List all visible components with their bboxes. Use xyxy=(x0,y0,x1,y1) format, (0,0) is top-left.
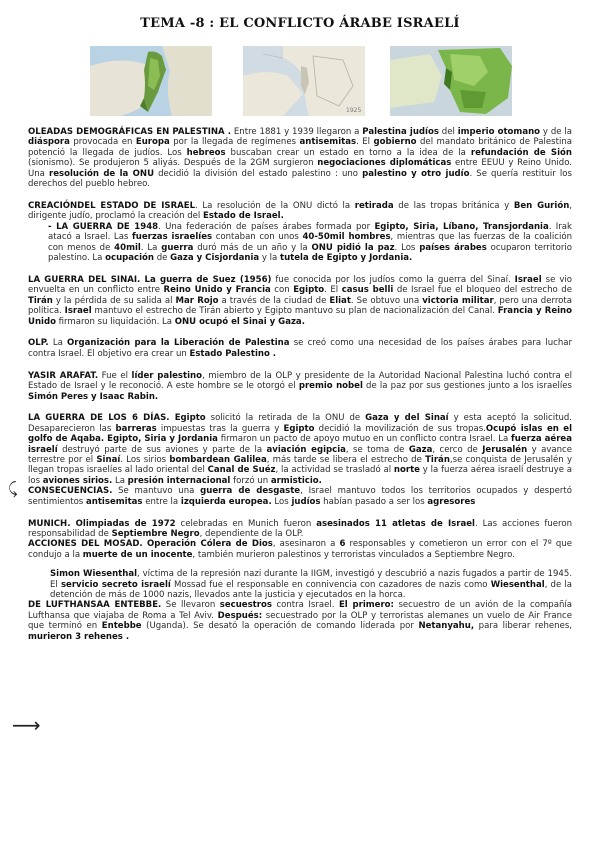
bold-run: Wiesenthal xyxy=(490,579,545,590)
text-run: de xyxy=(154,252,171,263)
bold-run: Después: xyxy=(217,610,263,621)
section-consecuencias xyxy=(28,486,572,507)
bold-run: servicio secreto israelí xyxy=(60,579,171,590)
map-year-label: 1925 xyxy=(346,107,362,114)
bold-run: Sinaí xyxy=(96,455,121,466)
bold-run: OLP. xyxy=(28,338,49,349)
text-run: Entre 1881 y 1939 llegaron a xyxy=(231,127,363,137)
text-run: se creó como una necesidad de los países árabes para luchar contra Israel. El objetivo era crear un xyxy=(28,338,572,359)
bold-run: Egipto xyxy=(283,423,315,434)
text-run: , víctima de la represión nazi durante la IIGM, investigó y descubrió a nazis fugados a partir de 1945. El xyxy=(50,569,572,590)
bold-run: DE LUFTHANSAA ENTEBBE. xyxy=(28,600,162,611)
bold-run: Jerusalén xyxy=(482,444,528,455)
section-arafat xyxy=(28,371,572,402)
text-run: de las tropas británica y xyxy=(393,200,514,211)
bold-run: ocupación xyxy=(105,252,154,263)
text-run: Los xyxy=(271,496,292,507)
bold-run: premio nobel xyxy=(298,381,363,392)
bold-run: presión internacional xyxy=(127,475,231,486)
bold-run: secuestros xyxy=(219,600,272,611)
bold-run: aviación egipcia xyxy=(266,444,346,455)
bold-run: asesinados 11 atletas de Israel xyxy=(316,518,475,529)
bold-run: ONU ocupó el Sinai y Gaza. xyxy=(174,316,305,327)
text-run: secuestro de un avión de la compañía Lufthansa que viajaba de Roma a Tel Aviv. xyxy=(28,600,572,621)
text-run: buscaban crear un estado en torno a la idea de la xyxy=(225,147,471,158)
section-olp xyxy=(28,338,572,359)
text-run: Se mantuvo una xyxy=(112,486,201,497)
map-palestine-2 xyxy=(243,46,365,116)
text-run: . Se obtuvo una xyxy=(350,295,423,306)
bold-run: guerra de desgaste xyxy=(200,486,301,497)
bold-run: palestino y otro judío xyxy=(362,168,470,179)
text-run: , asesinaron a xyxy=(272,539,340,550)
text-run: y esta aceptó la solicitud. Desaparecieron las xyxy=(28,413,573,434)
bold-run: Ocupó islas en el golfo de Aqaba. Egipto, Siria y Jordania xyxy=(28,423,572,445)
text-run: habían pasado a ser los xyxy=(320,496,428,507)
bold-run: hebreos xyxy=(186,147,226,158)
bold-run: YASIR ARAFAT. xyxy=(28,370,99,381)
curved-arrow-annotation: ⤹ xyxy=(8,479,18,498)
text-run: , pero una derrota política. xyxy=(28,295,572,317)
bold-run: negociaciones diplomáticas xyxy=(317,158,452,169)
text-run: y la fuerza aérea israelí destruye a los xyxy=(28,465,572,486)
bold-run: armisticio. xyxy=(270,475,322,486)
text-run: . Una federación de países árabes formada por xyxy=(158,221,375,232)
text-run: , dirigente judío, proclamó la creación del xyxy=(28,200,572,222)
bold-run: Septiembre Negro xyxy=(111,529,200,539)
text-run: . La resolución de la ONU dictó la xyxy=(195,200,355,211)
text-run: responsables y cometieron un error con el 7º que condujo a la xyxy=(28,539,573,560)
text-run: contaban con unos xyxy=(212,232,303,243)
text-run: se vio envuelta en un conflicto entre xyxy=(28,274,572,296)
map-palestine-1 xyxy=(90,46,212,116)
text-run: con xyxy=(270,285,294,296)
text-run: y avance terrestre por el xyxy=(28,444,572,466)
bold-run: Tirán xyxy=(425,455,450,466)
bold-run: MUNICH. Olimpiadas de 1972 xyxy=(28,518,176,529)
bold-run: diáspora xyxy=(28,137,70,148)
bold-run: fuerzas israelíes xyxy=(132,232,213,243)
section-oleadas xyxy=(28,127,572,189)
text-run: mantuvo el estrecho de Tirán abierto y Egipto mantuvo su plan de nacionalización del Canal. xyxy=(91,306,498,317)
bold-run: países árabes xyxy=(419,242,487,253)
bold-run: Mar Rojo xyxy=(175,295,219,306)
section-mosad xyxy=(28,539,572,560)
bold-run: tutela de Egipto y Jordania. xyxy=(279,252,413,263)
text-run: ocuparon territorio palestino. La xyxy=(48,242,573,263)
bold-run: 6 xyxy=(339,539,346,550)
text-run: ,se conquista de Jerusalén y llegan tropas israelíes al lado oriental del xyxy=(28,455,573,476)
text-run: firmaron un pacto de apoyo mutuo en un conflicto contra Israel. La xyxy=(217,434,512,445)
bold-run: judíos xyxy=(291,496,321,507)
text-run: y la pérdida de su salida al xyxy=(52,295,176,306)
text-run: de Israel fue el bloqueo del estrecho de xyxy=(393,285,572,296)
bold-run: Gaza xyxy=(408,444,433,455)
bold-run: Canal de Suéz xyxy=(207,465,276,476)
arrow-annotation: ⟶ xyxy=(12,713,41,737)
text-run: , la actividad se trasladó al xyxy=(275,465,394,476)
section-creacion xyxy=(28,201,572,222)
bold-run: 40mil xyxy=(114,242,141,253)
text-run: destruyó parte de sus aviones y parte de la xyxy=(57,444,267,455)
bold-run: - LA GUERRA DE 1948 xyxy=(48,221,159,232)
bold-run: norte xyxy=(393,465,420,476)
bold-run: Entebbe xyxy=(101,621,142,632)
bold-run: Gaza y Cisjordania xyxy=(170,252,260,263)
bold-run: Israel xyxy=(514,274,542,285)
text-run: , también murieron palestinos y terroristas vinculados a Septiembre Negro. xyxy=(192,549,515,560)
text-run: (sionismo). Se produjeron 5 aliyás. Después de la 2GM surgieron xyxy=(28,158,318,169)
bold-run: ONU pidió la paz xyxy=(311,242,395,253)
text-run: y la xyxy=(259,252,280,263)
bold-run: fuerza aérea israelí xyxy=(28,434,572,455)
text-run: . Irak atacó a Israel. Las xyxy=(48,221,572,243)
text-run: contra Israel. xyxy=(271,600,339,611)
text-run: del xyxy=(438,127,458,137)
document-body xyxy=(28,127,572,642)
section-lufthansa xyxy=(28,600,572,642)
text-run: . Las acciones fueron responsabilidad de xyxy=(28,518,573,539)
text-run: secuestrado por la OLP y terroristas alemanes un vuelo de Air France que terminó en xyxy=(28,610,572,632)
bold-run: Simon Wiesenthal xyxy=(50,569,138,580)
text-run: fue conocida por los judíos como la guerra del Sinaí. xyxy=(271,274,515,285)
bold-run: El primero: xyxy=(338,600,394,611)
bold-run: líder palestino xyxy=(131,370,202,381)
text-run: . El xyxy=(324,285,342,296)
text-run: decidió la movilización de sus tropas. xyxy=(314,423,486,434)
bold-run: bombardean Galilea xyxy=(169,455,267,466)
bold-run: muerte de un inocente xyxy=(82,549,193,560)
text-run: decidió la división del estado palestino : uno xyxy=(154,168,363,179)
bold-run: guerra xyxy=(161,242,194,253)
section-wiesenthal xyxy=(28,569,572,600)
bold-run: Palestina judíos xyxy=(362,127,439,137)
bold-run: agresores xyxy=(427,496,476,507)
section-guerra-1948 xyxy=(28,222,572,264)
bold-run: casus belli xyxy=(341,285,394,296)
text-run: La xyxy=(48,338,68,349)
section-seis-dias xyxy=(28,413,572,486)
text-run: , Israel mantuvo todos los territorios ocupados y despertó sentimientos xyxy=(28,486,572,507)
bold-run: antisemitas xyxy=(85,496,143,507)
text-run: . Los sirios xyxy=(120,455,170,466)
text-run: solicitó la retirada de la ONU de xyxy=(205,413,366,424)
text-run: firmaron su liquidación. La xyxy=(55,316,175,327)
text-run: Fue el xyxy=(98,370,132,381)
bold-run: Simón Peres y Isaac Rabin. xyxy=(28,391,159,402)
section-munich xyxy=(28,519,572,540)
text-run: , miembro de la OLP y presidente de la Autoridad Nacional Palestina luchó contra el Estado de Israel y le reconoció. A este hombre se le otorgó el xyxy=(28,370,572,392)
bold-run: OLEADAS DEMOGRÁFICAS EN PALESTINA . xyxy=(28,127,232,137)
bold-run: antisemitas xyxy=(299,137,357,148)
bold-run: Gaza y del Sinaí xyxy=(365,413,449,424)
bold-run: Organización para la Liberación de Palestina xyxy=(67,338,290,349)
bold-run: 40-50mil hombres xyxy=(302,232,391,243)
bold-run: ACCIONES DEL MOSAD. Operación Cólera de Dios xyxy=(28,539,273,550)
bold-run: aviones sirios. xyxy=(42,475,113,486)
bold-run: gobierno xyxy=(373,137,417,148)
text-run: . El xyxy=(356,137,374,148)
bold-run: CREACIÓNDEL ESTADO DE ISRAEL xyxy=(28,200,196,211)
text-run: impuestas tras la guerra y xyxy=(156,423,284,434)
text-run: , más tarde se libera el estrecho de xyxy=(266,455,426,466)
bold-run: Tirán xyxy=(28,295,53,306)
bold-run: izquierda europea. xyxy=(180,496,272,507)
bold-run: Netanyahu, xyxy=(418,621,475,632)
bold-run: imperio otomano xyxy=(457,127,541,137)
text-run: , cerco de xyxy=(432,444,483,455)
text-run: (Uganda). Se desató la operación de comando liderada por xyxy=(141,621,419,632)
bold-run: murieron 3 rehenes . xyxy=(28,631,130,642)
bold-run: Israel xyxy=(64,306,92,317)
text-run: celebradas en Munich fueron xyxy=(175,518,317,529)
text-run: provocada en xyxy=(69,137,136,148)
text-run: del mandato británico de Palestina potenció la llegada de judíos. Los xyxy=(28,137,572,158)
bold-run: Francia y Reino Unido xyxy=(28,306,572,327)
bold-run: LA GUERRA DEL SINAI. La guerra de Suez (1956) xyxy=(28,274,272,285)
text-run: por la llegada de regímenes xyxy=(169,137,300,148)
bold-run: Reino Unido y Francia xyxy=(163,285,271,296)
bold-run: Eliat xyxy=(329,295,351,306)
bold-run: retirada xyxy=(354,200,394,211)
bold-run: victoria militar xyxy=(422,295,494,306)
text-run: entre EEUU y Reino Unido. Una xyxy=(28,158,572,179)
text-run: duró más de un año y la xyxy=(193,242,312,253)
text-run: forzó un xyxy=(230,475,271,486)
bold-run: resolución de la ONU xyxy=(49,168,155,179)
page-title: TEMA -8 : EL CONFLICTO ÁRABE ISRAELÍ xyxy=(140,16,460,31)
bold-run: barreras xyxy=(115,423,157,434)
text-run: . Los xyxy=(394,242,420,253)
text-run: Se llevaron xyxy=(161,600,220,611)
text-run: . Se quería restituir los derechos del pueblo hebreo. xyxy=(28,168,572,190)
bold-run: Egipto xyxy=(293,285,325,296)
bold-run: Europa xyxy=(135,137,170,148)
bold-run: Ben Gurión xyxy=(513,200,570,211)
bold-run: LA GUERRA DE LOS 6 DÍAS. Egipto xyxy=(28,413,206,424)
text-run: , mientras que las fuerzas de la coalición con menos de xyxy=(48,232,573,253)
map-palestine-3 xyxy=(390,46,512,116)
text-run: de la paz por sus gestiones junto a los israelíes xyxy=(362,381,572,392)
text-run: y de la xyxy=(540,127,573,137)
text-run: Mossad fue el responsable en connivencia con cazadores de nazis como xyxy=(170,579,491,590)
text-run: . La xyxy=(140,242,162,253)
text-run: entre la xyxy=(142,496,181,507)
bold-run: Estado de Israel. xyxy=(203,211,284,222)
text-run: La xyxy=(112,475,128,486)
text-run: , se toma de xyxy=(345,444,409,455)
text-run: a través de la ciudad de xyxy=(218,295,330,306)
section-sinai xyxy=(28,275,572,327)
text-run: para liberar rehenes, xyxy=(474,621,572,632)
bold-run: CONSECUENCIAS. xyxy=(28,486,113,497)
maps-row xyxy=(0,46,600,120)
text-run: , de la detención de más de 1000 nazis, llevados ante la justicia y ejecutados en la horca. xyxy=(50,579,573,601)
bold-run: Estado Palestino . xyxy=(189,348,277,359)
bold-run: Egipto, Siria, Líbano, Transjordania xyxy=(374,221,549,232)
text-run: , dependiente de la OLP. xyxy=(199,529,304,539)
bold-run: refundación de Sión xyxy=(470,147,572,158)
